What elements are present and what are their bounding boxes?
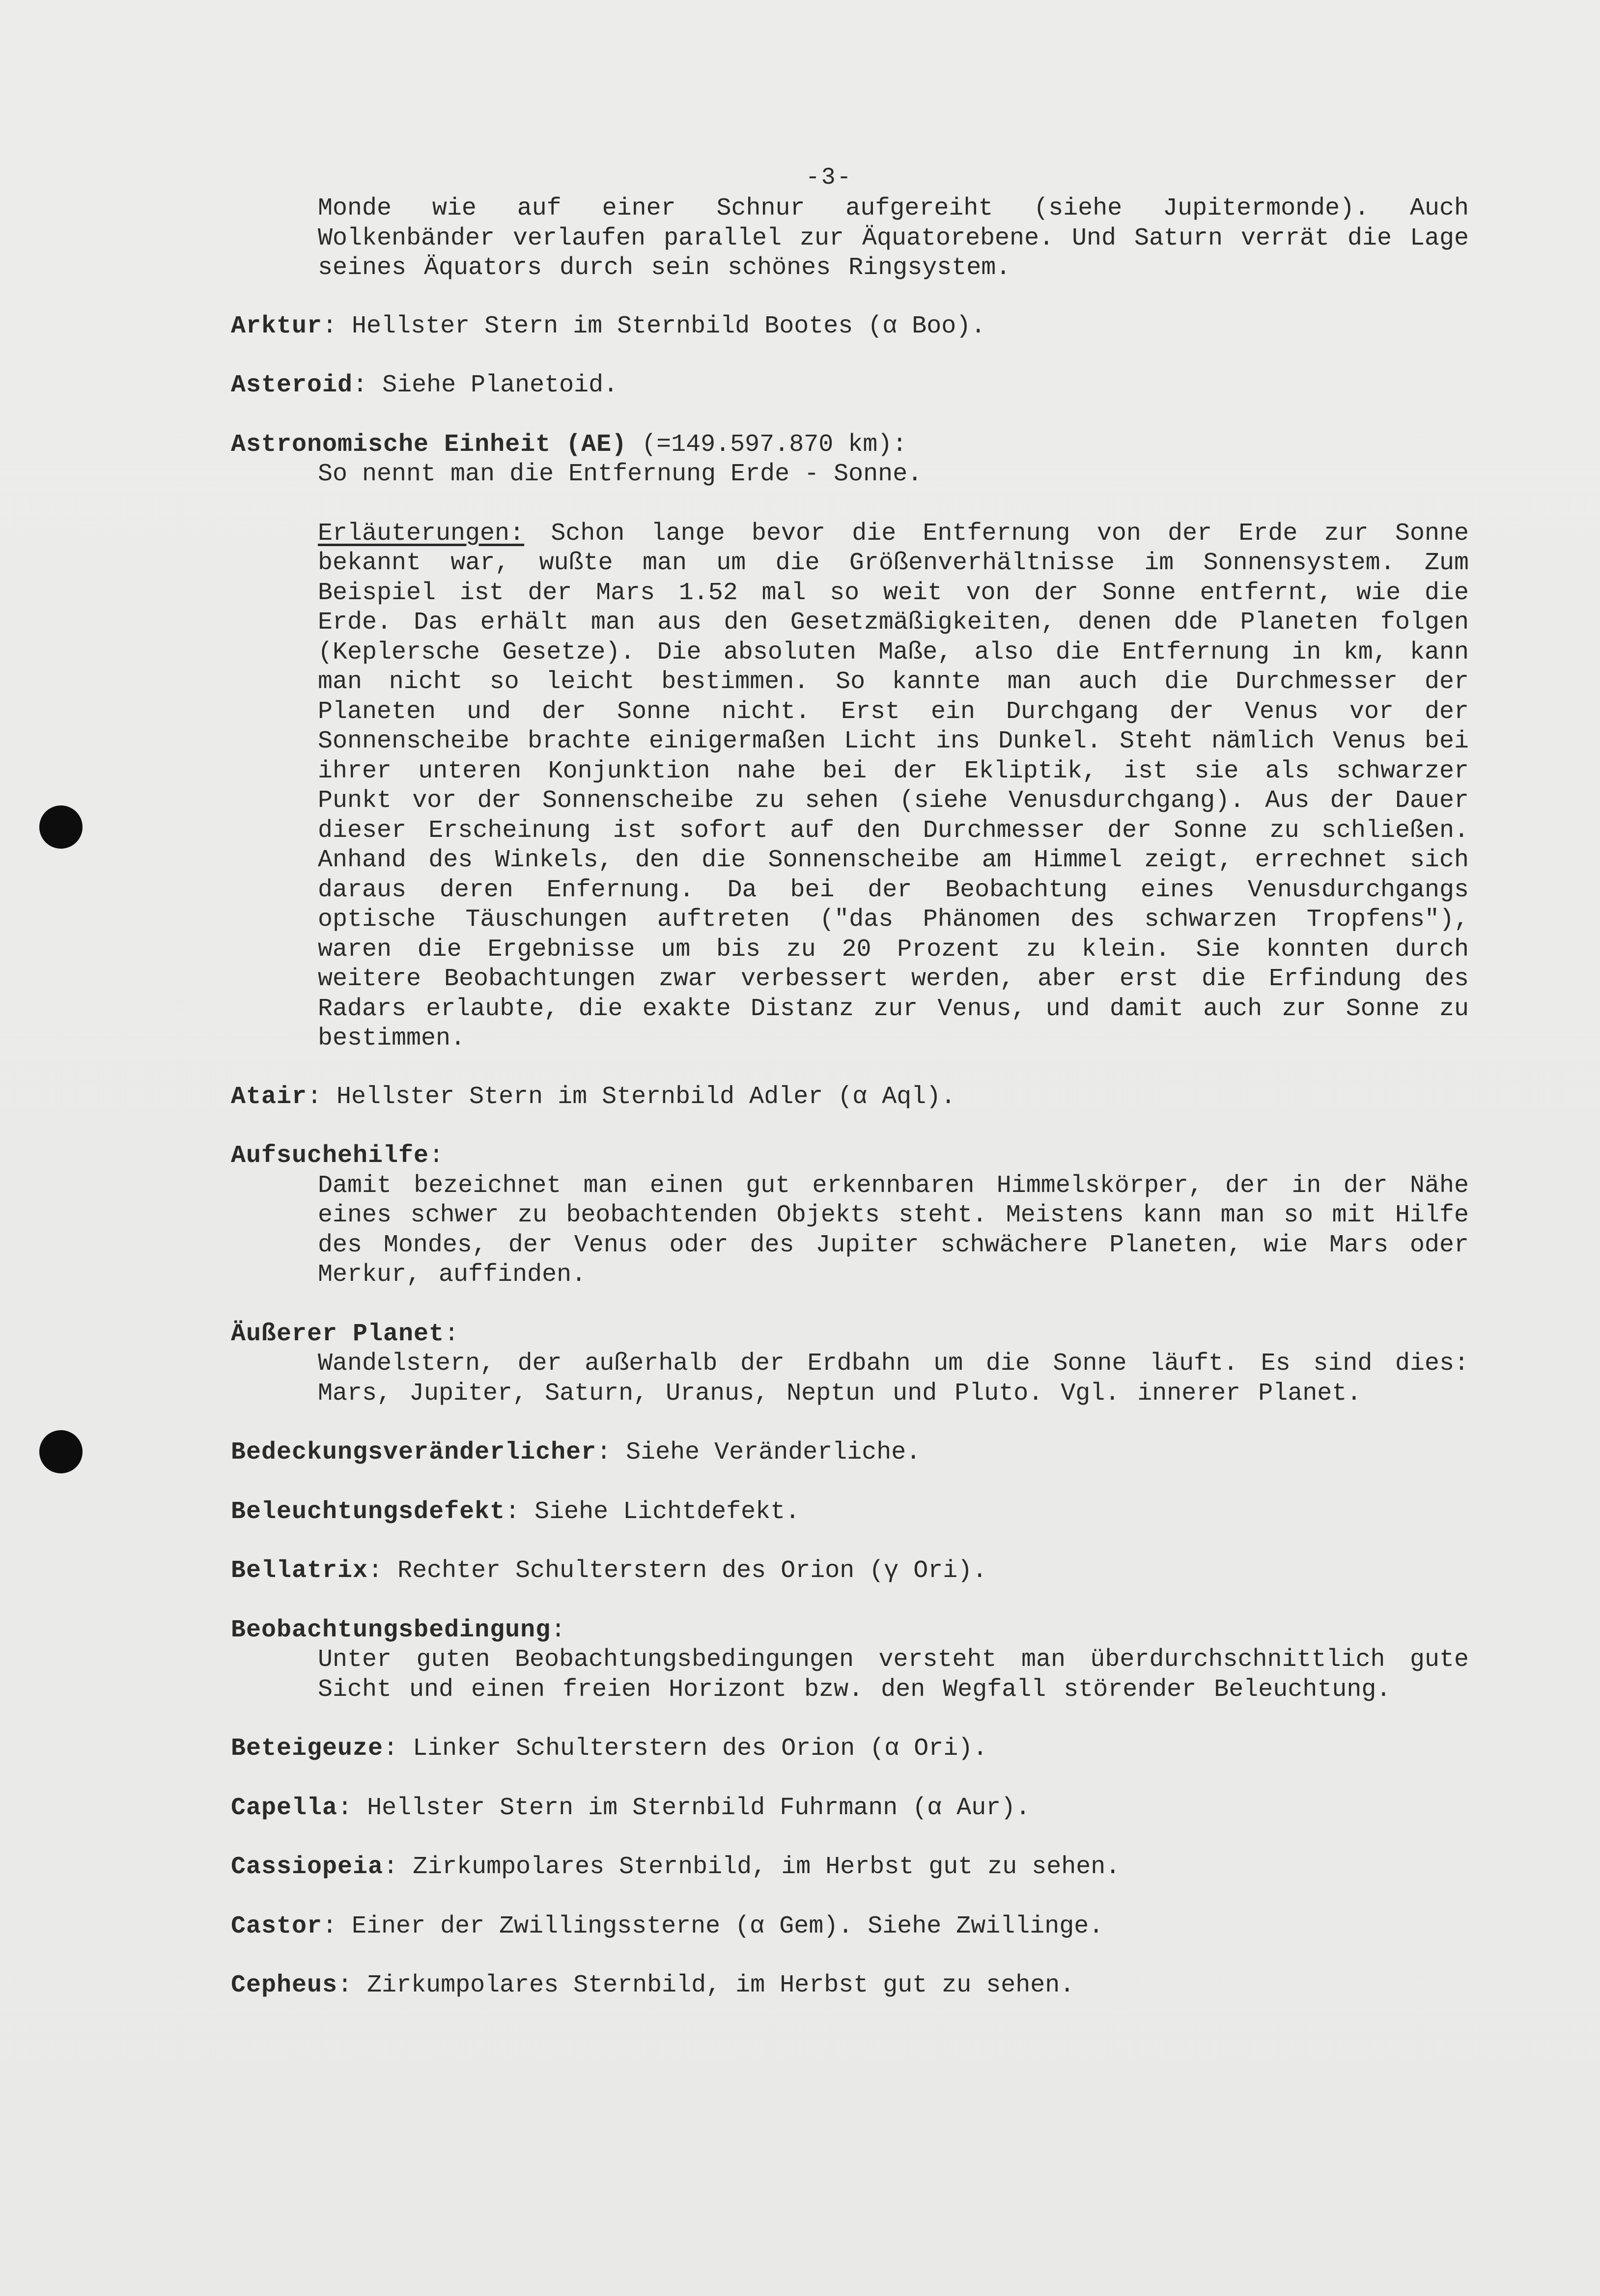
entry-aufsuchehilfe: Aufsuchehilfe: Damit bezeichnet man einen gut erkennbaren Himmelskörper, der in der Nähe eines schwer zu beobachtenden Objekts steht. Meistens kann man so mit Hilfe des Mondes, der Venus oder des Jupiter schwächere Planeten, wie Mars oder Merkur, auffinden.	[231, 1141, 1469, 1290]
definition-ae: So nennt man die Entfernung Erde - Sonne.	[318, 460, 923, 488]
erlaeuterungen-text: Schon lange bevor die Entfernung von der Erde zur Sonne bekannt war, wußte man um die Größenverhältnisse im Sonnensystem. Zum Beispiel ist der Mars 1.52 mal so weit von der Sonne entfernt, wie die Erde. Das erhält man aus den Gesetzmäßigkeiten, denen dde Planeten folgen (Keplersche Gesetze). Die absoluten Maße, also die Entfernung in km, kann man nicht so leicht bestimmen. So kannte man auch die Durchmesser der Planeten und der Sonne nicht. Erst ein Durchgang der Venus vor der Sonnenscheibe brachte einigermaßen Licht ins Dunkel. Steht nämlich Venus bei ihrer unteren Konjunktion nahe bei der Ekliptik, ist sie als schwarzer Punkt vor der Sonnenscheibe zu sehen (siehe Venusdurchgang). Aus der Dauer dieser Erscheinung ist sofort auf den Durchmesser der Sonne zu schließen. Anhand des Winkels, den die Sonnenscheibe am Himmel zeigt, errechnet sich daraus deren Enfernung. Da bei der Beobachtung eines Venusdurchgangs optische Täuschungen auftreten ("das Phänomen des schwarzen Tropfens"), waren die Ergebnisse um bis zu 20 Prozent zu klein. Sie konnten durch weitere Beobachtungen zwar verbessert werden, aber erst die Erfindung des Radars erlaubte, die exakte Distanz zur Venus, und damit auch zur Sonne zu bestimmen.	[318, 519, 1469, 1052]
definition-cassiopeia: Zirkumpolares Sternbild, im Herbst gut zu sehen.	[413, 1853, 1121, 1881]
definition-aufsuchehilfe: Damit bezeichnet man einen gut erkennbaren Himmelskörper, der in der Nähe eines schwer zu beobachtenden Objekts steht. Meistens kann man so mit Hilfe des Mondes, der Venus oder des Jupiter schwächere Planeten, wie Mars oder Merkur, auffinden.	[318, 1171, 1469, 1289]
definition-ausserer-planet: Wandelstern, der außerhalb der Erdbahn um die Sonne läuft. Es sind dies: Mars, Jupiter, Saturn, Uranus, Neptun und Pluto. Vgl. innerer Planet.	[318, 1350, 1469, 1408]
entry-asteroid: Asteroid: Siehe Planetoid.	[231, 371, 618, 399]
definition-castor: Einer der Zwillingssterne (α Gem). Siehe Zwillinge.	[352, 1912, 1104, 1940]
definition-atair: Hellster Stern im Sternbild Adler (α Aql).	[337, 1082, 956, 1111]
entry-cassiopeia: Cassiopeia: Zirkumpolares Sternbild, im Herbst gut zu sehen.	[231, 1853, 1121, 1881]
entry-astronomische-einheit	[231, 430, 1469, 1054]
term-cepheus: Cepheus	[231, 1971, 338, 1999]
term-aufsuchehilfe: Aufsuchehilfe	[231, 1142, 429, 1170]
continuation-paragraph: Monde wie auf einer Schnur aufgereiht (siehe Jupitermonde). Auch Wolkenbänder verlaufen parallel zur Äquatorebene. Und Saturn verrät die Lage seines Äquators durch sein schönes Ringsystem.	[318, 194, 1469, 282]
definition-beteigeuze: Linker Schulterstern des Orion (α Ori).	[413, 1735, 988, 1763]
definition-beleuchtungsdefekt: Siehe Lichtdefekt.	[534, 1497, 800, 1526]
term-asteroid: Asteroid	[231, 371, 353, 399]
entry-bedeckungsveraenderlicher: Bedeckungsveränderlicher: Siehe Veränderliche.	[231, 1438, 921, 1466]
ae-explanation	[231, 519, 1469, 1054]
punch-hole-upper	[39, 805, 83, 849]
entry-beobachtungsbedingung: Beobachtungsbedingung: Unter guten Beobachtungsbedingungen versteht man überdurchschnittlich gute Sicht und einen freien Horizont bzw. den Wegfall störender Beleuchtung.	[231, 1616, 1469, 1705]
definition-bellatrix: Rechter Schulterstern des Orion (γ Ori).	[397, 1557, 987, 1585]
erlaeuterungen-label: Erläuterungen:	[318, 519, 525, 548]
term-astronomische-einheit: Astronomische Einheit (AE)	[231, 430, 627, 459]
entry-capella: Capella: Hellster Stern im Sternbild Fuhrmann (α Aur).	[231, 1794, 1031, 1822]
entry-bellatrix: Bellatrix: Rechter Schulterstern des Orion (γ Ori).	[231, 1557, 987, 1585]
term-arktur: Arktur	[231, 312, 323, 340]
glossary-body	[231, 194, 1469, 2030]
term-bellatrix: Bellatrix	[231, 1557, 368, 1585]
definition-capella: Hellster Stern im Sternbild Fuhrmann (α Aur).	[367, 1794, 1031, 1822]
definition-arktur: Hellster Stern im Sternbild Bootes (α Boo).	[352, 312, 986, 340]
entry-beteigeuze: Beteigeuze: Linker Schulterstern des Orion (α Ori).	[231, 1735, 988, 1763]
entry-ausserer-planet: Äußerer Planet: Wandelstern, der außerhalb der Erdbahn um die Sonne läuft. Es sind dies: Mars, Jupiter, Saturn, Uranus, Neptun und Pluto. Vgl. innerer Planet.	[231, 1320, 1469, 1409]
definition-bedeckungsveraenderlicher: Siehe Veränderliche.	[626, 1438, 921, 1466]
definition-cepheus: Zirkumpolares Sternbild, im Herbst gut zu sehen.	[367, 1971, 1075, 1999]
term-beobachtungsbedingung: Beobachtungsbedingung	[231, 1616, 551, 1644]
entry-cepheus: Cepheus: Zirkumpolares Sternbild, im Herbst gut zu sehen.	[231, 1971, 1075, 1999]
entry-atair: Atair: Hellster Stern im Sternbild Adler (α Aql).	[231, 1082, 956, 1111]
definition-asteroid: Siehe Planetoid.	[382, 371, 618, 399]
entry-arktur: Arktur: Hellster Stern im Sternbild Bootes (α Boo).	[231, 312, 986, 340]
punch-hole-lower	[39, 1430, 83, 1473]
term-castor: Castor	[231, 1912, 323, 1940]
term-atair: Atair	[231, 1082, 308, 1111]
term-bedeckungsveraenderlicher: Bedeckungsveränderlicher	[231, 1438, 597, 1466]
ae-value: (=149.597.870 km):	[627, 430, 907, 459]
term-ausserer-planet: Äußerer Planet	[231, 1320, 445, 1348]
term-capella: Capella	[231, 1794, 338, 1822]
definition-beobachtungsbedingung: Unter guten Beobachtungsbedingungen versteht man überdurchschnittlich gute Sicht und einen freien Horizont bzw. den Wegfall störender Beleuchtung.	[318, 1646, 1469, 1704]
term-beteigeuze: Beteigeuze	[231, 1735, 384, 1763]
entry-castor: Castor: Einer der Zwillingssterne (α Gem). Siehe Zwillinge.	[231, 1912, 1104, 1940]
term-beleuchtungsdefekt: Beleuchtungsdefekt	[231, 1497, 505, 1526]
term-cassiopeia: Cassiopeia	[231, 1853, 384, 1881]
page-number: -3-	[806, 165, 853, 191]
entry-beleuchtungsdefekt: Beleuchtungsdefekt: Siehe Lichtdefekt.	[231, 1497, 800, 1526]
